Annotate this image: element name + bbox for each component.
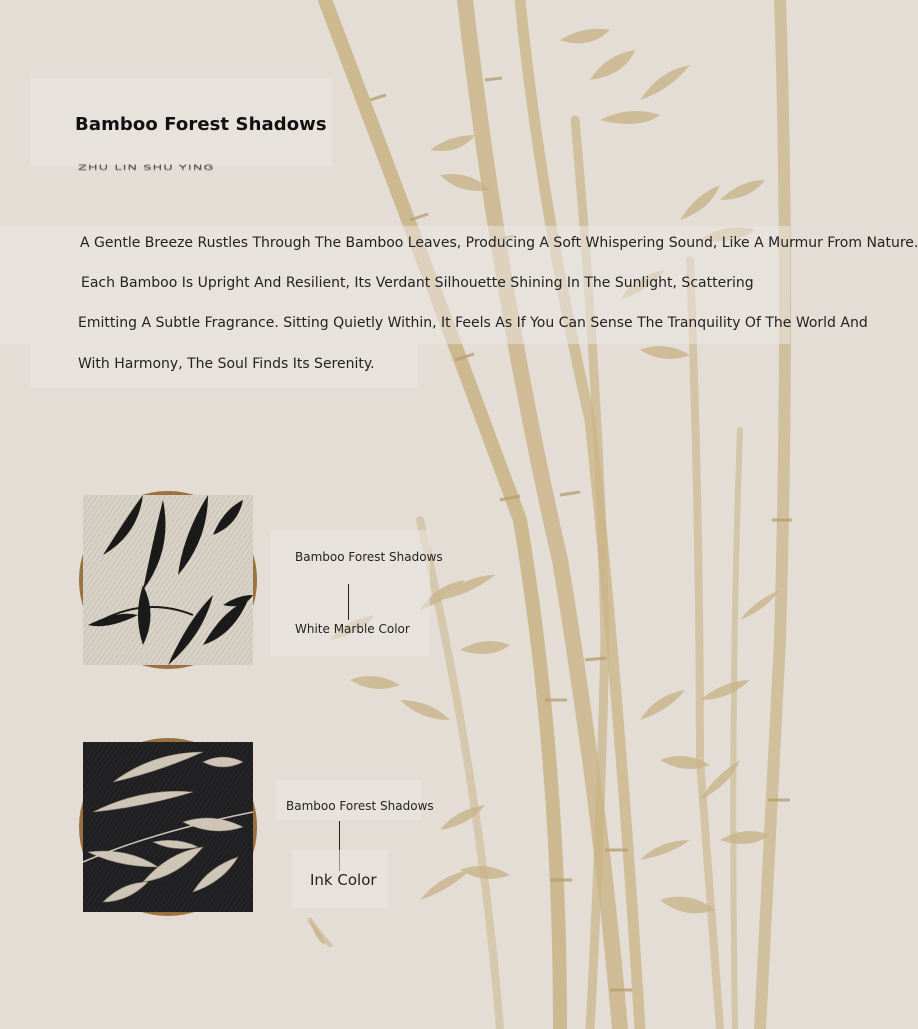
page-title: Bamboo Forest Shadows [75, 114, 327, 135]
fabric-swatch-ink [79, 738, 257, 916]
swatch-2-pattern-label: Bamboo Forest Shadows [286, 799, 434, 813]
bamboo-leaf-pattern-icon [83, 742, 253, 912]
swatch-1-caption-panel [270, 530, 430, 656]
description-line-4: With Harmony, The Soul Finds Its Serenity. [78, 356, 375, 372]
description-line-2: Each Bamboo Is Upright And Resilient, Its Verdant Silhouette Shining In The Sunlight, Scattering [81, 275, 754, 291]
swatch-1-color-label: White Marble Color [295, 622, 410, 636]
swatch-1-pattern-label: Bamboo Forest Shadows [295, 550, 443, 564]
description-line-3: Emitting A Subtle Fragrance. Sitting Quietly Within, It Feels As If You Can Sense The Tranquility Of The World And [78, 315, 868, 331]
page-subtitle: ZHU LIN SHU YING [78, 163, 215, 172]
swatch-2-color-label: Ink Color [310, 871, 377, 889]
bamboo-leaf-pattern-icon [83, 495, 253, 665]
fabric-swatch-white-marble [79, 491, 257, 669]
swatch-1-divider [348, 584, 349, 620]
description-line-1: A Gentle Breeze Rustles Through The Bamboo Leaves, Producing A Soft Whispering Sound, Like A Murmur From Nature. [80, 235, 918, 251]
